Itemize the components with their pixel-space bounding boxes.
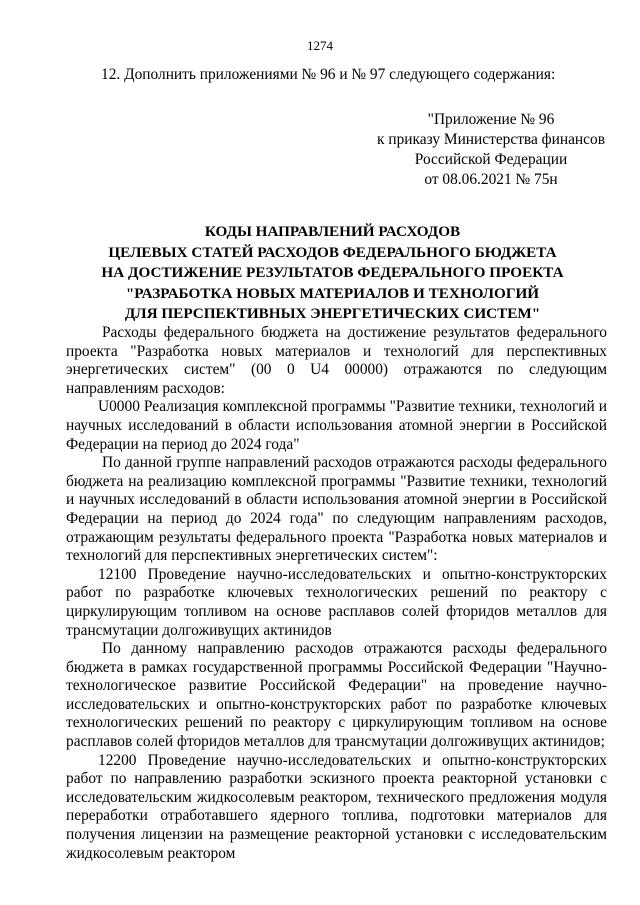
appendix-header [360,110,622,190]
title-line-3: НА ДОСТИЖЕНИЕ РЕЗУЛЬТАТОВ ФЕДЕРАЛЬНОГО ПРОЕКТА [101,264,564,281]
title-line-1: КОДЫ НАПРАВЛЕНИЙ РАСХОДОВ [204,223,461,240]
page-number: 1274 [307,38,333,53]
document-body [66,324,607,863]
document-title [60,222,605,325]
paragraph-group-description: По данной группе направлений расходов отражаются расходы федерального бюджета на реализацию комплексной программы "Развитие техники, технологий и научных исследований в области использования атомной энергии в Российской Федерации на период до 2024 года" по следующим направлениям расходов, отражающим результаты федерального проекта "Разработка новых материалов и технологий для перспективных энергетических систем": [66,454,607,565]
intro-line: 12. Дополнить приложениями № 96 и № 97 следующего содержания: [101,66,556,83]
appendix-line-3: Российской Федерации [414,151,568,168]
title-line-2: ЦЕЛЕВЫХ СТАТЕЙ РАСХОДОВ ФЕДЕРАЛЬНОГО БЮДЖЕТА [108,243,557,261]
appendix-line-4: от 08.06.2021 № 75н [424,171,558,188]
paragraph-code-12200: 12200 Проведение научно-исследовательских и опытно-конструкторских работ по направлению разработки эскизного проекта реакторной установки с исследовательским жидкосолевым реактором, технического предложения модуля переработки отработавшего ядерного топлива, подготовки материалов для получения лицензии на размещение реакторной установки с исследовательским жидкосолевым реактором [66,751,607,862]
title-line-5: ДЛЯ ПЕРСПЕКТИВНЫХ ЭНЕРГЕТИЧЕСКИХ СИСТЕМ" [124,305,541,322]
paragraph-intro: Расходы федерального бюджета на достижение результатов федерального проекта "Разработка новых материалов и технологий для перспективных энергетических систем" (00 0 U4 00000) отражаются по следующим направлениям расходов: [66,324,607,397]
appendix-line-2: к приказу Министерства финансов [377,131,605,148]
title-line-4: "РАЗРАБОТКА НОВЫХ МАТЕРИАЛОВ И ТЕХНОЛОГИЙ [125,284,540,302]
paragraph-code-12100: 12100 Проведение научно-исследовательских и опытно-конструкторских работ по разработке ключевых технологических решений по реактору с циркулирующим топливом на основе расплавов солей фторидов металлов для трансмутации долгоживущих актинидов [66,565,607,639]
appendix-line-1: "Приложение № 96 [427,111,555,128]
paragraph-direction-description: По данному направлению расходов отражаются расходы федерального бюджета в рамках государственной программы Российской Федерации "Научно-технологическое развитие Российской Федерации" на проведение научно-исследовательских и опытно-конструкторских работ по разработке ключевых технологических решений по реактору с циркулирующим топливом на основе расплавов солей фторидов металлов для трансмутации долгоживущих актинидов; [66,640,607,751]
paragraph-code-u0000: U0000 Реализация комплексной программы "Развитие техники, технологий и научных исследований в области использования атомной энергии в Российской Федерации на период до 2024 года" [66,398,607,453]
